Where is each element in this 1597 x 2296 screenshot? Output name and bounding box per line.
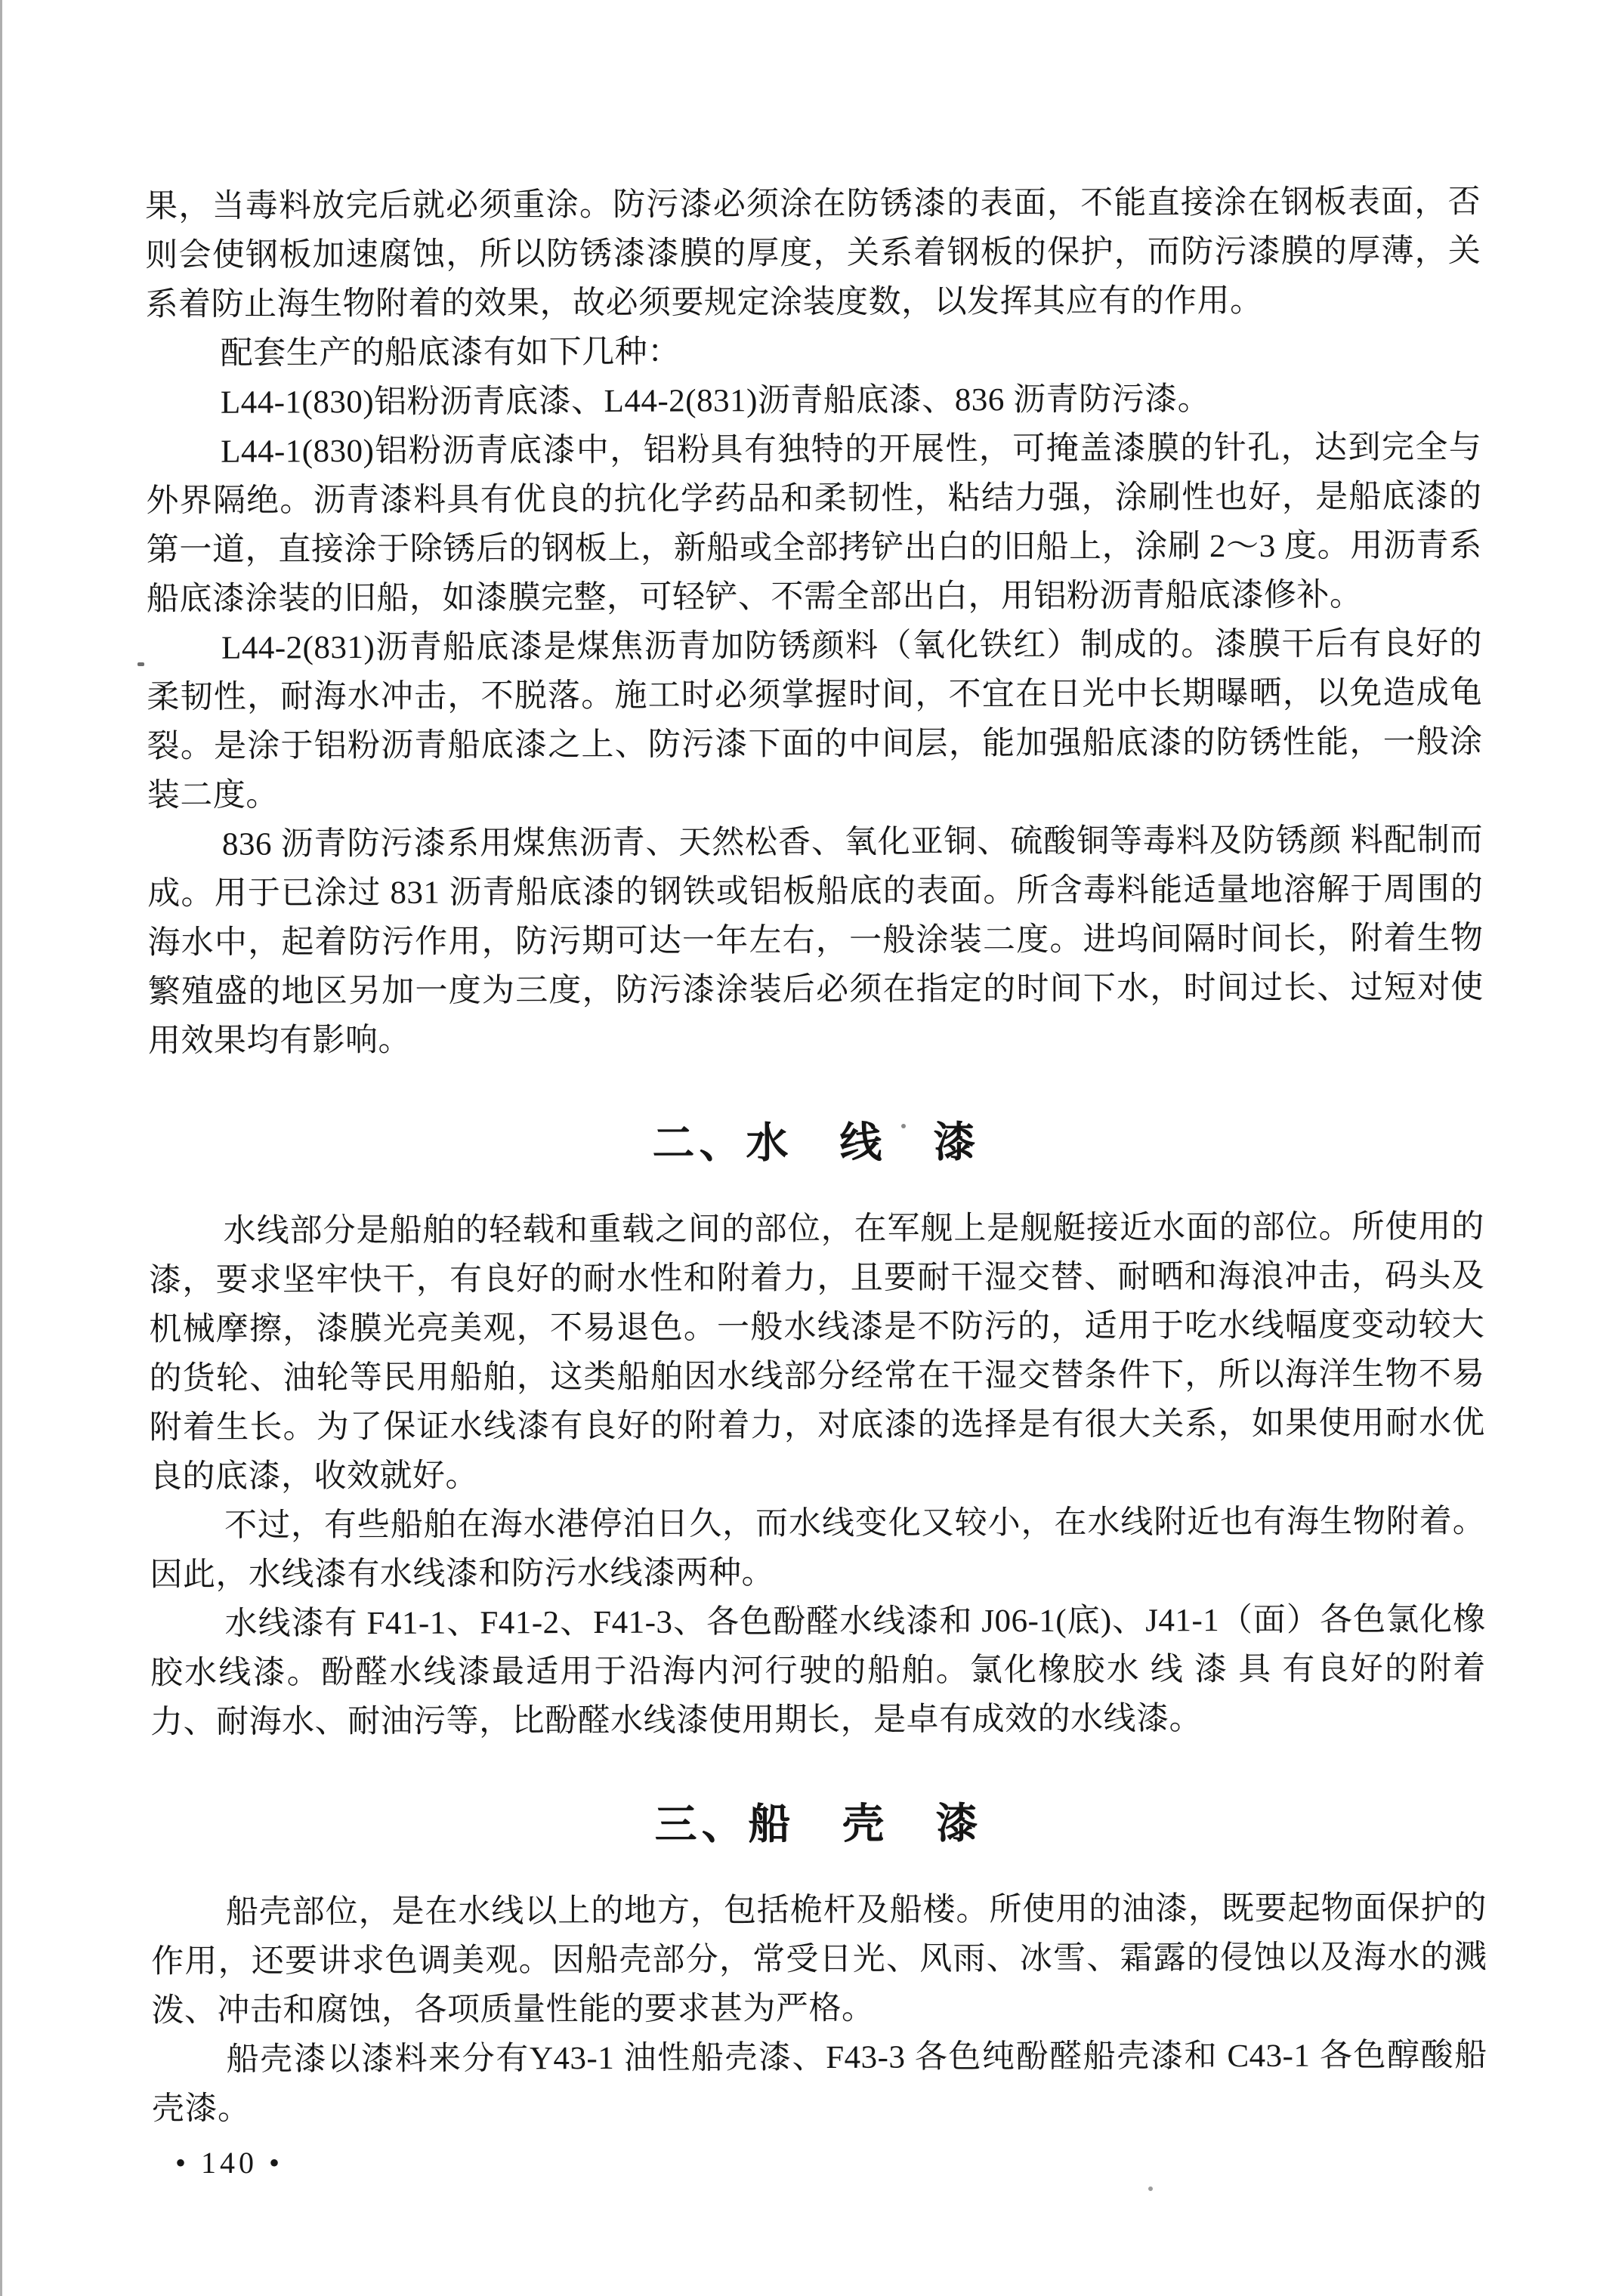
scan-edge-line: [0, 0, 2, 2296]
section-heading-waterline-paint: 二、水 线 漆: [652, 1119, 981, 1168]
paragraph: 水线部分是船舶的轻载和重载之间的部位，在军舰上是舰艇接近水面的部位。所使用的漆，要求坚牢快干，有良好的耐水性和附着力，且要耐干湿交替、耐晒和海浪冲击，码头及机械摩擦，漆膜光亮美观，不易退色。一般水线漆是不防污的，适用于吃水线幅度变动较大的货轮、油轮等民用船舶，这类船舶因水线部分经常在干湿交替条件下，所以海洋生物不易附着生长。为了保证水线漆有良好的附着力，对底漆的选择是有很大关系，如果使用耐水优良的底漆，收效就好。: [149, 1208, 1485, 1495]
paragraph: 船壳漆以漆料来分有Y43-1 油性船壳漆、F43-3 各色纯酚醛船壳漆和 C43-1 各色醇酸船壳漆。: [151, 2037, 1487, 2128]
paragraph: 配套生产的船底漆有如下几种：: [220, 334, 681, 372]
page-body: [145, 177, 1487, 2134]
paragraph-product-list: L44-1(830)铝粉沥青底漆、L44-2(831)沥青船底漆、836 沥青防污漆。: [220, 381, 1211, 421]
paragraph: 水线漆有 F41-1、F41-2、F41-3、各色酚醛水线漆和 J06-1(底)、J41-1（面）各色氯化橡胶水线漆。酚醛水线漆最适用于沿海内河行驶的船舶。氯化橡胶水 线 漆 具 有良好的附着力、耐海水、耐油污等，比酚醛水线漆使用期长，是卓有成效的水线漆。: [150, 1601, 1486, 1741]
paragraph: 不过，有些船舶在海水港停泊日久，而水线变化又较小，在水线附近也有海生物附着。因此，水线漆有水线漆和防污水线漆两种。: [150, 1503, 1486, 1594]
paragraph-l44-1: L44-1(830)铝粉沥青底漆中，铝粉具有独特的开展性，可掩盖漆膜的针孔，达到完全与外界隔绝。沥青漆料具有优良的抗化学药品和柔韧性，粘结力强，涂刷性也好，是船底漆的第一道，直接涂于除锈后的钢板上，新船或全部拷铲出白的旧船上，涂刷 2～3 度。用沥青系船底漆涂装的旧船，如漆膜完整，可轻铲、不需全部出白，用铝粉沥青船底漆修补。: [146, 429, 1482, 618]
section-heading-hull-paint: 三、船 壳 漆: [654, 1801, 983, 1849]
paragraph-l44-2: L44-2(831)沥青船底漆是煤焦沥青加防锈颜料（氧化铁红）制成的。漆膜干后有良好的柔韧性，耐海水冲击，不脱落。施工时必须掌握时间，不宜在日光中长期曝晒，以免造成龟裂。是涂于铝粉沥青船底漆之上、防污漆下面的中间层，能加强船底漆的防锈性能，一般涂装二度。: [147, 625, 1483, 814]
paragraph-836: 836 沥青防污漆系用煤焦沥青、天然松香、氧化亚铜、硫酸铜等毒料及防锈颜 料配制而成。用于已涂过 831 沥青船底漆的钢铁或铝板船底的表面。所含毒料能适量地溶解于周围的海水中，起着防污作用，防污期可达一年左右，一般涂装二度。进坞间隔时间长，附着生物繁殖盛的地区另加一度为三度，防污漆涂装后必须在指定的时间下水，时间过长、过短对使用效果均有影响。: [147, 822, 1484, 1060]
page-number: • 140 •: [175, 2146, 284, 2180]
paragraph-continuation: 果，当毒料放完后就必须重涂。防污漆必须涂在防锈漆的表面，不能直接涂在钢板表面，否则会使钢板加速腐蚀，所以防锈漆漆膜的厚度，关系着钢板的保护，而防污漆膜的厚薄，关系着防止海生物附着的效果，故必须要规定涂装度数，以发挥其应有的作用。: [145, 184, 1481, 323]
paragraph: 船壳部位，是在水线以上的地方，包括桅杆及船楼。所使用的油漆，既要起物面保护的作用，还要讲求色调美观。因船壳部分，常受日光、风雨、冰雪、霜露的侵蚀以及海水的溅泼、冲击和腐蚀，各项质量性能的要求甚为严格。: [151, 1890, 1487, 2029]
scan-speck: [137, 662, 144, 666]
scan-speck: [1148, 2186, 1153, 2191]
